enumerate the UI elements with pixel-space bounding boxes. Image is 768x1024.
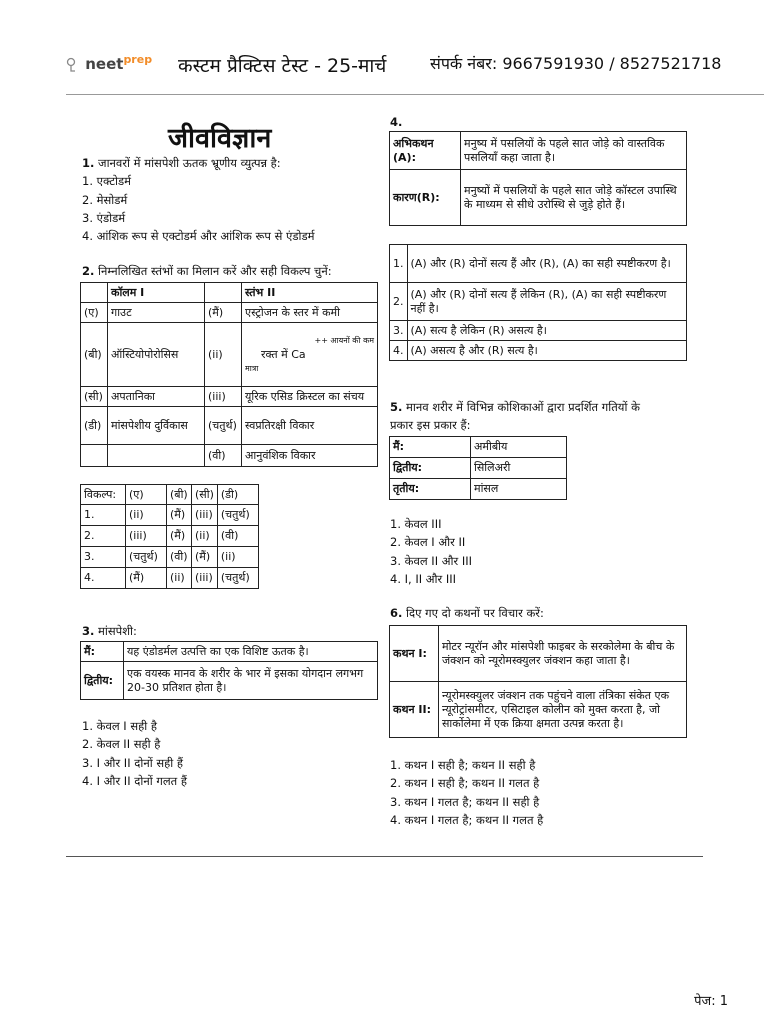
cell: (सी) bbox=[192, 485, 218, 505]
cell: मैं: bbox=[81, 642, 124, 662]
question-1 bbox=[82, 154, 315, 245]
cell: (डी) bbox=[217, 485, 258, 505]
q5-text-cont: प्रकार इस प्रकार हैं: bbox=[390, 418, 471, 433]
q6-number: 6. bbox=[390, 606, 403, 620]
table-row bbox=[390, 458, 567, 479]
cell: मनुष्य में पसलियों के पहले सात जोड़े को वास्तविक पसलियाँ कहा जाता है। bbox=[461, 132, 687, 170]
q3-option: 4. I और II दोनों गलत हैं bbox=[82, 773, 187, 788]
cell: (A) और (R) दोनों सत्य हैं लेकिन (R), (A) का सही स्पष्टीकरण नहीं है। bbox=[407, 283, 687, 321]
question-3 bbox=[82, 622, 137, 640]
cell: यूरिक एसिड क्रिस्टल का संचय bbox=[242, 387, 378, 407]
cell: (A) सत्य है लेकिन (R) असत्य है। bbox=[407, 321, 687, 341]
cell: सिलिअरी bbox=[471, 458, 567, 479]
question-6 bbox=[390, 604, 544, 622]
cell: 1. bbox=[390, 245, 408, 283]
cell: (डी) bbox=[81, 407, 108, 445]
test-title: कस्टम प्रैक्टिस टेस्ट - 25-मार्च bbox=[178, 55, 387, 77]
q4-number: 4. bbox=[390, 115, 403, 129]
q6-statements-table bbox=[389, 625, 687, 738]
q2-options-table bbox=[80, 484, 259, 589]
q6-option: 1. कथन I सही है; कथन II सही है bbox=[390, 758, 536, 772]
table-row bbox=[81, 568, 259, 589]
col2-header: स्तंभ II bbox=[242, 283, 378, 303]
cell: (मैं) bbox=[167, 505, 192, 526]
q6-text: दिए गए दो कथनों पर विचार करें: bbox=[406, 606, 544, 620]
q3-options bbox=[82, 717, 187, 790]
q1-number: 1. bbox=[82, 156, 95, 170]
footer-rule bbox=[66, 856, 703, 857]
cell: (ii) bbox=[167, 568, 192, 589]
cell: (चतुर्थ) bbox=[205, 407, 242, 445]
cell: (वी) bbox=[217, 526, 258, 547]
q3-number: 3. bbox=[82, 624, 95, 638]
cell: (मैं) bbox=[192, 547, 218, 568]
cell: न्यूरोमस्क्युलर जंक्शन तक पहुंचने वाला तंत्रिका संकेत एक न्यूरोट्रांसमीटर, एसिटाइल कोलीन को मुक्त करता है, जो सार्कोलेमा में एक क्रिया क्षमता उत्पन्न करता है। bbox=[439, 682, 687, 738]
q5-option: 1. केवल III bbox=[390, 517, 442, 531]
q5-option: 3. केवल II और III bbox=[390, 553, 473, 568]
cell: एस्ट्रोजन के स्तर में कमी bbox=[242, 303, 378, 323]
table-header-row bbox=[81, 283, 378, 303]
cell: कारण(R): bbox=[390, 170, 461, 226]
cell: (iii) bbox=[192, 505, 218, 526]
table-row bbox=[81, 445, 378, 467]
cell: (मैं) bbox=[126, 568, 167, 589]
table-row bbox=[81, 303, 378, 323]
cell: कथन I: bbox=[390, 626, 439, 682]
q3-option: 1. केवल I सही है bbox=[82, 719, 157, 733]
q3-statements-table bbox=[80, 641, 378, 700]
q5-options bbox=[390, 515, 472, 588]
cell: 2. bbox=[390, 283, 408, 321]
cell: (iii) bbox=[126, 526, 167, 547]
cell: अपतानिका bbox=[108, 387, 205, 407]
cell: (चतुर्थ) bbox=[126, 547, 167, 568]
q1-option: 4. आंशिक रूप से एक्टोडर्म और आंशिक रूप से एंडोडर्म bbox=[82, 229, 315, 244]
q5-option: 2. केवल I और II bbox=[390, 535, 466, 550]
cell: 1. bbox=[81, 505, 126, 526]
table-row bbox=[390, 626, 687, 682]
q6-option: 2. कथन I सही है; कथन II गलत है bbox=[390, 776, 540, 791]
cell: (ए) bbox=[81, 303, 108, 323]
q3-option: 2. केवल II सही है bbox=[82, 737, 161, 752]
table-row bbox=[390, 341, 687, 361]
q1-option: 1. एक्टोडर्म bbox=[82, 174, 132, 189]
cell: (iii) bbox=[192, 568, 218, 589]
q1-text: जानवरों में मांसपेशी ऊतक भ्रूणीय व्युत्पन्न है: bbox=[98, 156, 281, 170]
cell: (iii) bbox=[205, 387, 242, 407]
cell bbox=[108, 445, 205, 467]
logo-icon bbox=[66, 57, 80, 73]
cell bbox=[242, 323, 378, 387]
table-row bbox=[81, 662, 378, 700]
cell: (वी) bbox=[167, 547, 192, 568]
table-header-row bbox=[81, 485, 259, 505]
cell: 4. bbox=[81, 568, 126, 589]
table-row bbox=[390, 283, 687, 321]
cell: अमीबीय bbox=[471, 437, 567, 458]
q1-option: 2. मेसोडर्म bbox=[82, 192, 128, 207]
cell: (वी) bbox=[205, 445, 242, 467]
cell: एक वयस्क मानव के शरीर के भार में इसका योगदान लगभग 20-30 प्रतिशत होता है। bbox=[124, 662, 378, 700]
section-title: जीवविज्ञान bbox=[168, 123, 272, 154]
cell: (चतुर्थ) bbox=[217, 568, 258, 589]
table-row bbox=[390, 437, 567, 458]
cell: (ii) bbox=[126, 505, 167, 526]
ca-main: रक्त में Ca bbox=[261, 347, 306, 361]
logo-text-sup: prep bbox=[123, 53, 153, 66]
cell: (A) और (R) दोनों सत्य हैं और (R), (A) का सही स्पष्टीकरण है। bbox=[407, 245, 687, 283]
q4-assertion-table bbox=[389, 131, 687, 226]
cell: गाउट bbox=[108, 303, 205, 323]
cell: 4. bbox=[390, 341, 408, 361]
q6-option: 4. कथन I गलत है; कथन II गलत है bbox=[390, 812, 544, 827]
table-row bbox=[81, 547, 259, 568]
table-row bbox=[390, 170, 687, 226]
neetprep-logo bbox=[66, 53, 152, 73]
question-5 bbox=[390, 398, 640, 435]
q5-option: 4. I, II और III bbox=[390, 571, 457, 586]
cell: ऑस्टियोपोरोसिस bbox=[108, 323, 205, 387]
q2-text: निम्नलिखित स्तंभों का मिलान करें और सही विकल्प चुनें: bbox=[98, 264, 332, 278]
q3-option: 3. I और II दोनों सही हैं bbox=[82, 755, 183, 770]
cell: यह एंडोडर्मल उत्पत्ति का एक विशिष्ट ऊतक है। bbox=[124, 642, 378, 662]
header-rule bbox=[66, 94, 764, 95]
cell: तृतीय: bbox=[390, 479, 471, 500]
cell: द्वितीय: bbox=[81, 662, 124, 700]
cell: मोटर न्यूरॉन और मांसपेशी फाइबर के सरकोलेमा के बीच के जंक्शन को न्यूरोमस्क्युलर जंक्शन कहा जाता है। bbox=[439, 626, 687, 682]
cell: (ii) bbox=[217, 547, 258, 568]
cell: आनुवंशिक विकार bbox=[242, 445, 378, 467]
cell: (मैं) bbox=[205, 303, 242, 323]
table-row bbox=[390, 479, 567, 500]
q2-number: 2. bbox=[82, 264, 95, 278]
table-row bbox=[81, 407, 378, 445]
q1-option: 3. एंडोडर्म bbox=[82, 210, 126, 225]
table-row bbox=[390, 321, 687, 341]
cell: (सी) bbox=[81, 387, 108, 407]
q3-text: मांसपेशी: bbox=[98, 624, 137, 638]
cell bbox=[81, 445, 108, 467]
cell: कथन II: bbox=[390, 682, 439, 738]
ca-superscript: ++ आयनों की कम bbox=[314, 335, 374, 345]
cell: मैं: bbox=[390, 437, 471, 458]
q4-options-table bbox=[389, 244, 687, 361]
cell: (ii) bbox=[205, 323, 242, 387]
table-row bbox=[390, 245, 687, 283]
cell: (मैं) bbox=[167, 526, 192, 547]
table-row bbox=[81, 387, 378, 407]
cell: 3. bbox=[390, 321, 408, 341]
cell: (चतुर्थ) bbox=[217, 505, 258, 526]
cell: मांसपेशीय दुर्विकास bbox=[108, 407, 205, 445]
q5-text: मानव शरीर में विभिन्न कोशिकाओं द्वारा प्रदर्शित गतियों के bbox=[406, 400, 640, 414]
q5-table bbox=[389, 436, 567, 500]
contact-numbers: संपर्क नंबर: 9667591930 / 8527521718 bbox=[430, 54, 722, 73]
cell: मांसल bbox=[471, 479, 567, 500]
table-row bbox=[81, 505, 259, 526]
ca-sub: मात्रा bbox=[245, 363, 259, 373]
q5-number: 5. bbox=[390, 400, 403, 414]
table-row bbox=[81, 323, 378, 387]
cell: मनुष्यों में पसलियों के पहले सात जोड़े कॉस्टल उपास्थि के माध्यम से सीधे उरोस्थि से जुड़े होते हैं। bbox=[461, 170, 687, 226]
cell: (बी) bbox=[167, 485, 192, 505]
cell: विकल्प: bbox=[81, 485, 126, 505]
table-row bbox=[81, 642, 378, 662]
question-2 bbox=[82, 262, 332, 280]
cell: (ii) bbox=[192, 526, 218, 547]
cell: 2. bbox=[81, 526, 126, 547]
question-4 bbox=[390, 113, 402, 131]
table-row bbox=[390, 132, 687, 170]
cell: (ए) bbox=[126, 485, 167, 505]
q6-options bbox=[390, 756, 543, 829]
logo-text: neet bbox=[85, 55, 124, 73]
col1-header: कॉलम I bbox=[108, 283, 205, 303]
cell: स्वप्रतिरक्षी विकार bbox=[242, 407, 378, 445]
cell: अभिकथन (A): bbox=[390, 132, 461, 170]
table-row bbox=[390, 682, 687, 738]
page-number: पेज: 1 bbox=[694, 994, 728, 1009]
cell: 3. bbox=[81, 547, 126, 568]
cell: (A) असत्य है और (R) सत्य है। bbox=[407, 341, 687, 361]
table-row bbox=[81, 526, 259, 547]
cell: द्वितीय: bbox=[390, 458, 471, 479]
cell: (बी) bbox=[81, 323, 108, 387]
q2-match-table bbox=[80, 282, 378, 467]
q6-option: 3. कथन I गलत है; कथन II सही है bbox=[390, 794, 540, 809]
